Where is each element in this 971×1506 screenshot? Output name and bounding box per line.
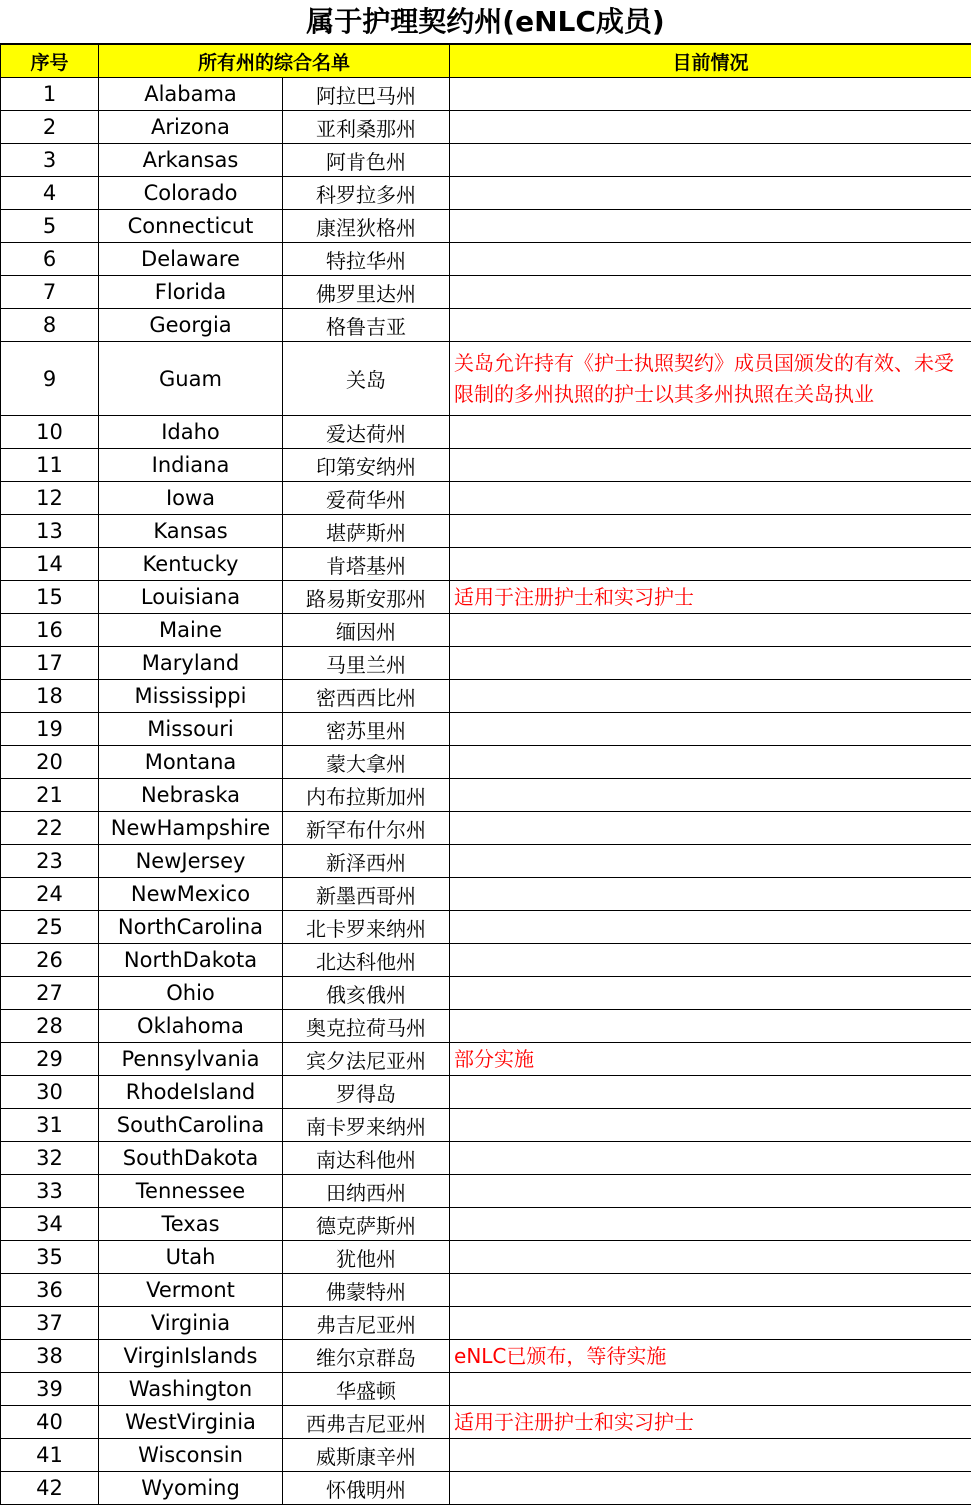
cell-status	[450, 944, 971, 977]
table-row	[1, 111, 971, 144]
cell-state-en: Oklahoma	[99, 1010, 283, 1043]
cell-number: 42	[1, 1472, 99, 1505]
cell-number: 11	[1, 449, 99, 482]
cell-number: 26	[1, 944, 99, 977]
cell-number: 8	[1, 309, 99, 342]
cell-state-en: Virginia	[99, 1307, 283, 1340]
table-row	[1, 144, 971, 177]
table-row	[1, 977, 971, 1010]
cell-state-zh: 密西西比州	[283, 680, 450, 713]
table-row	[1, 647, 971, 680]
cell-state-en: NewJersey	[99, 845, 283, 878]
cell-state-en: Maryland	[99, 647, 283, 680]
cell-status	[450, 276, 971, 309]
cell-number: 40	[1, 1406, 99, 1439]
cell-state-en: Delaware	[99, 243, 283, 276]
cell-number: 1	[1, 78, 99, 111]
cell-state-en: NewMexico	[99, 878, 283, 911]
cell-status	[450, 1175, 971, 1208]
cell-status: 关岛允许持有《护士执照契约》成员国颁发的有效、未受限制的多州执照的护士以其多州执照在关岛执业	[450, 342, 971, 416]
cell-state-en: Iowa	[99, 482, 283, 515]
cell-state-zh: 田纳西州	[283, 1175, 450, 1208]
cell-state-en: Ohio	[99, 977, 283, 1010]
table-row	[1, 243, 971, 276]
cell-number: 27	[1, 977, 99, 1010]
cell-state-zh: 奥克拉荷马州	[283, 1010, 450, 1043]
cell-state-zh: 北达科他州	[283, 944, 450, 977]
cell-number: 7	[1, 276, 99, 309]
table-row	[1, 1472, 971, 1505]
table-row	[1, 309, 971, 342]
cell-state-en: Kentucky	[99, 548, 283, 581]
table-row	[1, 1175, 971, 1208]
table-row	[1, 1241, 971, 1274]
cell-state-zh: 路易斯安那州	[283, 581, 450, 614]
cell-state-zh: 堪萨斯州	[283, 515, 450, 548]
cell-number: 32	[1, 1142, 99, 1175]
cell-number: 4	[1, 177, 99, 210]
table-row	[1, 548, 971, 581]
cell-state-en: NorthCarolina	[99, 911, 283, 944]
cell-status	[450, 1241, 971, 1274]
cell-number: 2	[1, 111, 99, 144]
cell-number: 10	[1, 416, 99, 449]
cell-state-zh: 宾夕法尼亚州	[283, 1043, 450, 1076]
cell-number: 18	[1, 680, 99, 713]
cell-number: 38	[1, 1340, 99, 1373]
table-row	[1, 515, 971, 548]
cell-state-en: VirginIslands	[99, 1340, 283, 1373]
table-row	[1, 944, 971, 977]
cell-state-en: Montana	[99, 746, 283, 779]
cell-number: 23	[1, 845, 99, 878]
cell-state-en: SouthCarolina	[99, 1109, 283, 1142]
cell-status	[450, 746, 971, 779]
cell-state-en: Georgia	[99, 309, 283, 342]
cell-state-zh: 俄亥俄州	[283, 977, 450, 1010]
cell-number: 20	[1, 746, 99, 779]
cell-status	[450, 878, 971, 911]
cell-state-zh: 新泽西州	[283, 845, 450, 878]
table-row	[1, 614, 971, 647]
table-row	[1, 1373, 971, 1406]
cell-status	[450, 647, 971, 680]
cell-status	[450, 1472, 971, 1505]
cell-state-zh: 亚利桑那州	[283, 111, 450, 144]
table-row	[1, 276, 971, 309]
cell-status	[450, 680, 971, 713]
table-row	[1, 1208, 971, 1241]
cell-state-zh: 阿拉巴马州	[283, 78, 450, 111]
header-no: 序号	[1, 45, 99, 78]
states-table	[0, 44, 971, 1505]
cell-state-en: Indiana	[99, 449, 283, 482]
cell-status	[450, 548, 971, 581]
cell-state-en: Alabama	[99, 78, 283, 111]
cell-state-en: Mississippi	[99, 680, 283, 713]
cell-state-zh: 西弗吉尼亚州	[283, 1406, 450, 1439]
cell-state-en: Arkansas	[99, 144, 283, 177]
cell-state-en: Idaho	[99, 416, 283, 449]
cell-state-zh: 南卡罗来纳州	[283, 1109, 450, 1142]
table-row	[1, 1010, 971, 1043]
cell-status	[450, 713, 971, 746]
cell-state-zh: 特拉华州	[283, 243, 450, 276]
table-row	[1, 1043, 971, 1076]
cell-number: 37	[1, 1307, 99, 1340]
cell-state-zh: 德克萨斯州	[283, 1208, 450, 1241]
header-row	[1, 45, 971, 78]
cell-state-zh: 怀俄明州	[283, 1472, 450, 1505]
cell-state-en: Guam	[99, 342, 283, 416]
table-row	[1, 581, 971, 614]
cell-state-en: Washington	[99, 1373, 283, 1406]
cell-state-en: Utah	[99, 1241, 283, 1274]
cell-state-zh: 蒙大拿州	[283, 746, 450, 779]
cell-state-en: Missouri	[99, 713, 283, 746]
cell-state-zh: 印第安纳州	[283, 449, 450, 482]
table-row	[1, 911, 971, 944]
cell-state-en: Wyoming	[99, 1472, 283, 1505]
cell-state-zh: 缅因州	[283, 614, 450, 647]
cell-status	[450, 614, 971, 647]
cell-state-zh: 威斯康辛州	[283, 1439, 450, 1472]
cell-status	[450, 1010, 971, 1043]
cell-state-zh: 爱荷华州	[283, 482, 450, 515]
table-row	[1, 1307, 971, 1340]
table-row	[1, 416, 971, 449]
cell-number: 28	[1, 1010, 99, 1043]
cell-state-zh: 南达科他州	[283, 1142, 450, 1175]
cell-state-zh: 康涅狄格州	[283, 210, 450, 243]
cell-status	[450, 111, 971, 144]
cell-number: 34	[1, 1208, 99, 1241]
cell-number: 25	[1, 911, 99, 944]
cell-state-zh: 新罕布什尔州	[283, 812, 450, 845]
cell-number: 31	[1, 1109, 99, 1142]
cell-number: 19	[1, 713, 99, 746]
table-row	[1, 713, 971, 746]
cell-number: 35	[1, 1241, 99, 1274]
table-row	[1, 1109, 971, 1142]
cell-number: 17	[1, 647, 99, 680]
cell-state-en: Pennsylvania	[99, 1043, 283, 1076]
cell-number: 16	[1, 614, 99, 647]
cell-number: 3	[1, 144, 99, 177]
cell-state-zh: 华盛顿	[283, 1373, 450, 1406]
cell-state-zh: 维尔京群岛	[283, 1340, 450, 1373]
table-row	[1, 177, 971, 210]
table-row	[1, 878, 971, 911]
cell-status: 适用于注册护士和实习护士	[450, 581, 971, 614]
table-row	[1, 78, 971, 111]
table-row	[1, 1406, 971, 1439]
cell-state-zh: 阿肯色州	[283, 144, 450, 177]
cell-status	[450, 977, 971, 1010]
cell-status	[450, 144, 971, 177]
cell-state-zh: 内布拉斯加州	[283, 779, 450, 812]
cell-state-zh: 关岛	[283, 342, 450, 416]
cell-state-zh: 马里兰州	[283, 647, 450, 680]
cell-status	[450, 779, 971, 812]
cell-number: 5	[1, 210, 99, 243]
cell-status	[450, 482, 971, 515]
cell-number: 39	[1, 1373, 99, 1406]
cell-number: 30	[1, 1076, 99, 1109]
cell-state-en: Maine	[99, 614, 283, 647]
cell-status: 适用于注册护士和实习护士	[450, 1406, 971, 1439]
cell-status: 部分实施	[450, 1043, 971, 1076]
cell-state-en: Florida	[99, 276, 283, 309]
header-states: 所有州的综合名单	[99, 45, 450, 78]
cell-number: 33	[1, 1175, 99, 1208]
cell-state-en: Nebraska	[99, 779, 283, 812]
cell-status	[450, 78, 971, 111]
cell-status	[450, 515, 971, 548]
table-row	[1, 342, 971, 416]
cell-number: 14	[1, 548, 99, 581]
cell-status	[450, 449, 971, 482]
table-row	[1, 1340, 971, 1373]
cell-status	[450, 309, 971, 342]
cell-status	[450, 845, 971, 878]
cell-status	[450, 911, 971, 944]
cell-state-en: Arizona	[99, 111, 283, 144]
table-row	[1, 680, 971, 713]
cell-state-en: Wisconsin	[99, 1439, 283, 1472]
cell-state-zh: 弗吉尼亚州	[283, 1307, 450, 1340]
sheet-title: 属于护理契约州(eNLC成员)	[0, 0, 971, 44]
cell-state-en: NorthDakota	[99, 944, 283, 977]
cell-state-en: RhodeIsland	[99, 1076, 283, 1109]
cell-status	[450, 1439, 971, 1472]
cell-state-zh: 罗得岛	[283, 1076, 450, 1109]
cell-state-en: Kansas	[99, 515, 283, 548]
table-row	[1, 210, 971, 243]
cell-state-en: SouthDakota	[99, 1142, 283, 1175]
cell-number: 21	[1, 779, 99, 812]
cell-number: 12	[1, 482, 99, 515]
cell-state-en: Colorado	[99, 177, 283, 210]
cell-status	[450, 1076, 971, 1109]
cell-number: 13	[1, 515, 99, 548]
cell-state-zh: 佛蒙特州	[283, 1274, 450, 1307]
cell-state-zh: 新墨西哥州	[283, 878, 450, 911]
cell-status	[450, 1274, 971, 1307]
cell-state-zh: 北卡罗来纳州	[283, 911, 450, 944]
table-row	[1, 845, 971, 878]
cell-status	[450, 1208, 971, 1241]
cell-state-en: Connecticut	[99, 210, 283, 243]
cell-state-en: Vermont	[99, 1274, 283, 1307]
cell-status: eNLC已颁布，等待实施	[450, 1340, 971, 1373]
table-row	[1, 1142, 971, 1175]
table-row	[1, 449, 971, 482]
cell-status	[450, 1373, 971, 1406]
cell-number: 6	[1, 243, 99, 276]
cell-number: 29	[1, 1043, 99, 1076]
table-row	[1, 746, 971, 779]
cell-state-zh: 密苏里州	[283, 713, 450, 746]
cell-number: 41	[1, 1439, 99, 1472]
cell-status	[450, 1307, 971, 1340]
cell-state-zh: 肯塔基州	[283, 548, 450, 581]
cell-state-zh: 佛罗里达州	[283, 276, 450, 309]
cell-state-zh: 爱达荷州	[283, 416, 450, 449]
cell-state-en: WestVirginia	[99, 1406, 283, 1439]
cell-status	[450, 177, 971, 210]
table-row	[1, 812, 971, 845]
cell-number: 22	[1, 812, 99, 845]
table-body	[1, 78, 971, 1505]
cell-state-en: NewHampshire	[99, 812, 283, 845]
cell-number: 36	[1, 1274, 99, 1307]
cell-status	[450, 416, 971, 449]
cell-number: 9	[1, 342, 99, 416]
cell-status	[450, 1109, 971, 1142]
cell-status	[450, 1142, 971, 1175]
cell-status	[450, 210, 971, 243]
cell-number: 24	[1, 878, 99, 911]
table-row	[1, 482, 971, 515]
cell-status	[450, 812, 971, 845]
table-row	[1, 1076, 971, 1109]
cell-state-en: Louisiana	[99, 581, 283, 614]
cell-status	[450, 243, 971, 276]
header-status: 目前情况	[450, 45, 971, 78]
cell-state-zh: 格鲁吉亚	[283, 309, 450, 342]
cell-state-en: Tennessee	[99, 1175, 283, 1208]
cell-state-en: Texas	[99, 1208, 283, 1241]
table-row	[1, 779, 971, 812]
cell-state-zh: 犹他州	[283, 1241, 450, 1274]
cell-number: 15	[1, 581, 99, 614]
table-row	[1, 1439, 971, 1472]
table-row	[1, 1274, 971, 1307]
cell-state-zh: 科罗拉多州	[283, 177, 450, 210]
